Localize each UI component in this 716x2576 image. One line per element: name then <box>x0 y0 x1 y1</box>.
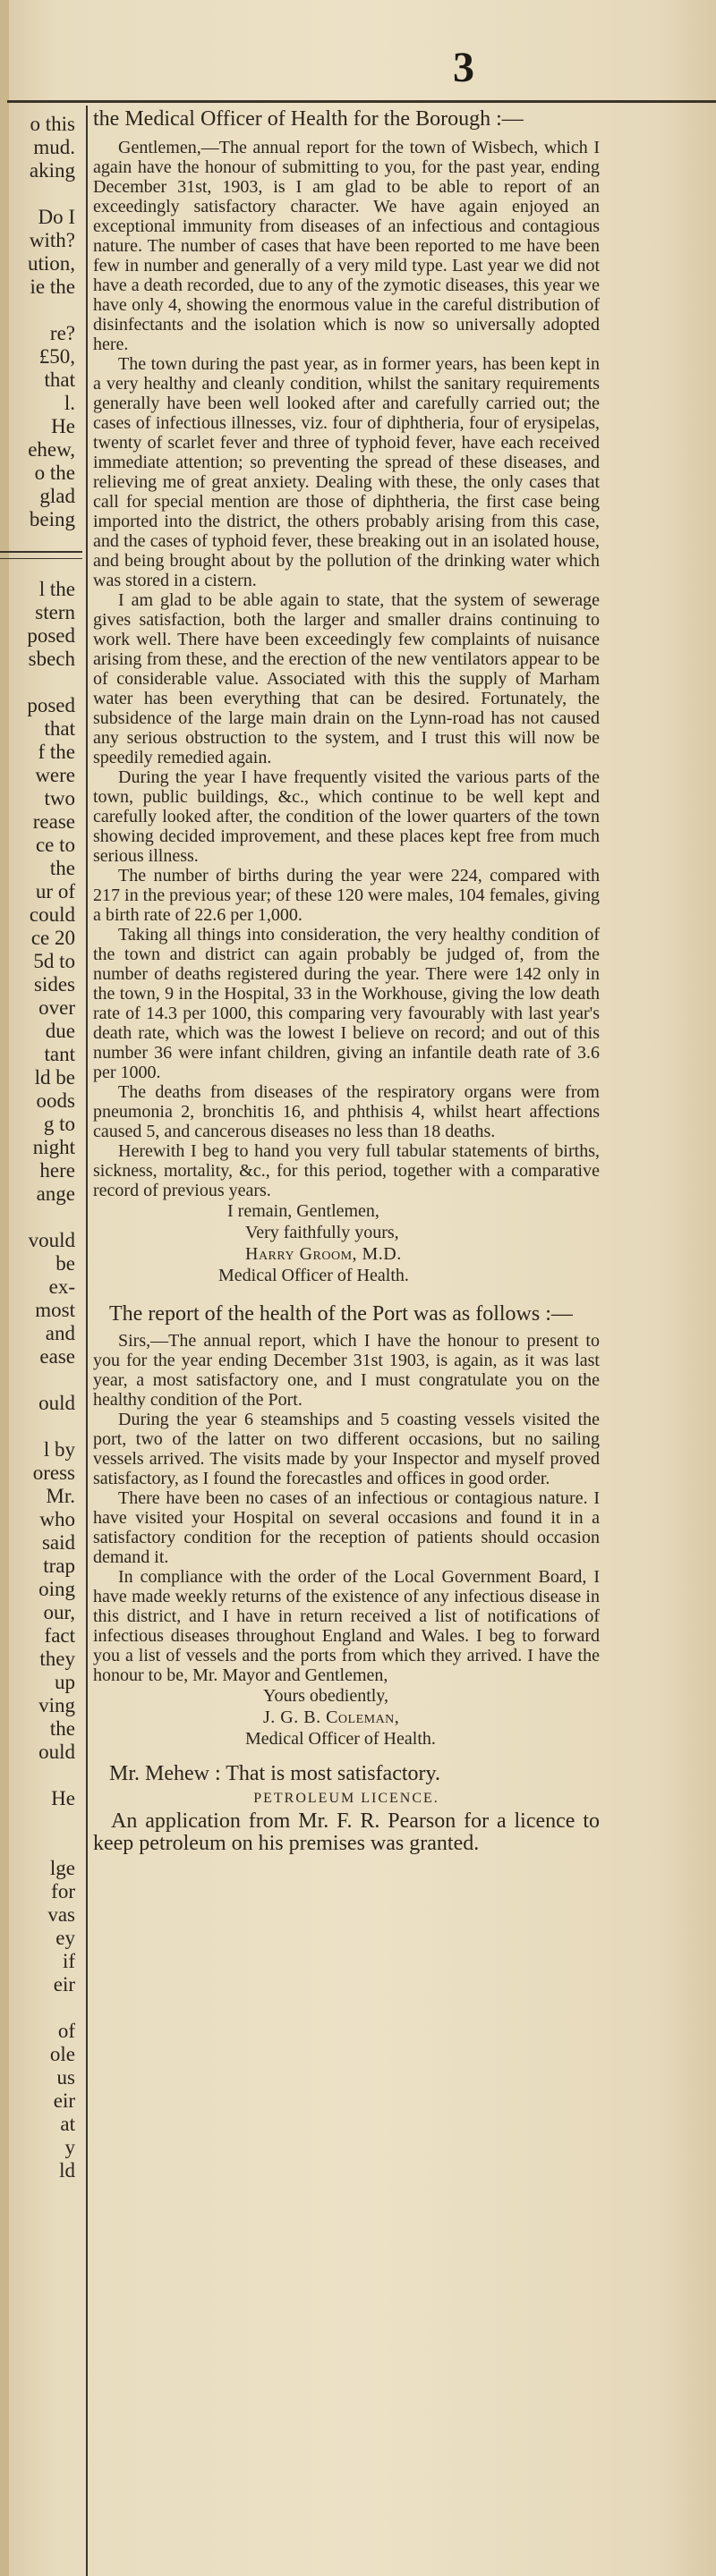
port-paragraph: During the year 6 steamships and 5 coasting vessels visited the port, two of the latter on two different occasions, but no sailing vessels arrived. The visits made by your Inspector and myself proved satisfactory, as I found the forecastles and offices in good order. <box>93 1410 600 1488</box>
left-column-fragment: here <box>39 1159 75 1182</box>
left-column-fragment: oress <box>32 1462 75 1484</box>
left-column-fragment: us <box>56 2066 75 2089</box>
left-column-fragment: being <box>29 508 75 530</box>
left-column-fragment: ce to <box>35 834 75 856</box>
left-column-fragment: eir <box>53 1973 75 1996</box>
left-column-fragment: ex- <box>48 1275 75 1298</box>
left-column-fragment: £50, <box>38 345 75 368</box>
article-paragraph: Herewith I beg to hand you very full tabular statements of births, sickness, mortality, &c., for this period, together with a comparative record of previous years. <box>93 1141 600 1200</box>
signoff-line: Medical Officer of Health. <box>218 1266 409 1285</box>
left-column-fragment: l. <box>64 392 75 414</box>
left-column-fragment: vould <box>28 1229 75 1251</box>
left-column-fragment: mud. <box>33 136 75 158</box>
left-column-fragment: glad <box>39 485 75 507</box>
left-column-fragment: rease <box>32 810 75 833</box>
left-column-fragment: sbech <box>28 648 75 670</box>
left-column-fragment: due <box>45 1020 75 1042</box>
left-column-fragment: ution, <box>27 252 75 275</box>
left-column-fragment: g to <box>43 1113 75 1135</box>
left-column-fragment: eir <box>53 2089 75 2112</box>
left-column-fragment: trap <box>43 1555 75 1577</box>
left-column-fragment: our, <box>43 1601 75 1623</box>
article-paragraph: I am glad to be able again to state, that the system of sewerage gives satisfaction, both the larger and smaller drains continuing to work well. There have been exceedingly few complaints of nuisance arising from these, and the erection of the new ventilators appear to be of considerable value. Associated with this the supply of Marham water has been everything that can be desired. Fortunately, the subsidence of the large main drain on the Lynn-road has not caused any serious obstruction to the system, and I trust this will now be speedily remedied again. <box>93 590 600 767</box>
page-number: 3 <box>453 44 474 91</box>
article-paragraph: During the year I have frequently visited the various parts of the town, public buildings, &c., which continue to be well kept and carefully looked after, the condition of the lower quarters of the town showing decided improvement, and these places kept free from much serious illness. <box>93 767 600 866</box>
left-column-fragment: tant <box>44 1043 75 1065</box>
left-column-fragment: ce 20 <box>30 927 75 949</box>
left-column-fragment: ld <box>59 2159 75 2182</box>
application-paragraph: An application from Mr. F. R. Pearson for a licence to keep petroleum on his premises was granted. <box>93 1809 600 1855</box>
left-column-fragment: re? <box>49 322 75 344</box>
signoff-name: Harry Groom, M.D. <box>245 1244 402 1264</box>
top-rule <box>7 100 716 103</box>
left-column-fragment: that <box>44 369 75 391</box>
left-column-fragment: up <box>55 1671 75 1693</box>
left-column-fragment: o the <box>34 462 75 484</box>
signoff-name: J. G. B. Coleman, <box>263 1707 400 1727</box>
port-paragraph: In compliance with the order of the Local Government Board, I have made weekly returns of the existence of any infectious disease in this district, and I have in return received a list of notifications of infectious diseases throughout England and Wales. I beg to forward you a list of vessels and the ports from which they arrived. I have the honour to be, Mr. Mayor and Gentlemen, <box>93 1567 600 1685</box>
left-column-fragment: oods <box>36 1089 75 1112</box>
left-column-fragment: ey <box>55 1927 75 1949</box>
left-column-fragment: ange <box>36 1182 75 1205</box>
article-paragraph: The number of births during the year were 224, compared with 217 in the previous year; of these 120 were males, 104 females, giving a birth rate of 22.6 per 1,000. <box>93 866 600 925</box>
left-column-fragment: the <box>49 857 75 879</box>
left-column-fragments <box>0 107 82 2576</box>
article-paragraph: The deaths from diseases of the respiratory organs were from pneumonia 2, bronchitis 16, and phthisis 4, whilst heart affections caused 5, and cancerous diseases no less than 18 deaths. <box>93 1082 600 1141</box>
article-paragraph: Gentlemen,—The annual report for the town of Wisbech, which I again have the honour of submitting to you, for the past year, ending December 31st, 1903, is I am glad to be able to report of an exceedingly satisfactory character. We have again enjoyed an exceptional immunity from diseases of an infectious and contagious nature. The number of cases that have been reported to me have been few in number and generally of a very mild type. Last year we did not have a death recorded, due to any of the zymotic diseases, this year we have only 4, showing the enormous value in the careful distribution of disinfectants and the isolation which is now so universally adopted here. <box>93 138 600 354</box>
left-column-fragment: with? <box>29 229 75 251</box>
left-column-fragment: at <box>60 2113 75 2135</box>
left-column-fragment: Mr. <box>46 1485 75 1507</box>
article-paragraph: The town during the past year, as in former years, has been kept in a very healthy and cleanly condition, whilst the sanitary requirements generally have been well looked after and carefully carried out; the cases of infectious illnesses, viz. four of diphtheria, four of erysipelas, twenty of scarlet fever and three of typhoid fever, have each received immediate attention; so preventing the spread of these diseases, and relieving me of great anxiety. Dealing with these, the only cases that call for special mention are those of diphtheria, the first case being imported into the district, the others probably arising from this case, and the cases of typhoid fever, these breaking out in an isolated house, and being brought about by the pollution of the drinking water which was stored in a cistern. <box>93 354 600 590</box>
left-column-fragment: ole <box>49 2043 75 2065</box>
left-column-fragment: who <box>39 1508 75 1530</box>
left-column-fragment: He <box>51 415 75 437</box>
signoff-line: Medical Officer of Health. <box>245 1729 436 1749</box>
left-column-fragment: He <box>51 1787 75 1809</box>
left-column-fragment: l by <box>43 1438 75 1461</box>
left-column-fragment: ehew, <box>28 438 75 461</box>
signoff-line: Yours obediently, <box>263 1686 389 1706</box>
left-column-fragment: f the <box>38 741 75 763</box>
left-column-fragment: posed <box>27 624 75 647</box>
left-column-fragment: of <box>57 2020 75 2042</box>
left-column-fragment: for <box>51 1880 75 1902</box>
left-column-fragment: two <box>44 787 75 809</box>
left-column-fragment: and <box>45 1322 75 1344</box>
left-column-fragment: ving <box>38 1694 75 1716</box>
left-column-fragment: were <box>35 764 75 786</box>
article-paragraph: Taking all things into consideration, the very healthy condition of the town and district can again probably be judged of, from the number of deaths registered during the year. There were 142 only in the town, 9 in the Hospital, 33 in the Workhouse, giving the low death rate of 14.3 per 1000, this comparing very favourably with last year's death rate, which was the lowest I believe on record; and out of this number 36 were infant children, giving an infantile death rate of 3.6 per 1000. <box>93 925 600 1082</box>
left-column-fragment: ie the <box>30 275 75 298</box>
left-column-fragment: 5d to <box>33 950 75 972</box>
left-column-fragment: most <box>35 1299 75 1321</box>
port-heading: The report of the health of the Port was as follows :— <box>109 1302 573 1326</box>
left-column-fragment: said <box>41 1531 75 1554</box>
comment: Mr. Mehew : That is most satisfactory. <box>109 1762 440 1785</box>
port-paragraph: There have been no cases of an infectious or contagious nature. I have visited your Hospital on several occasions and found it in a satisfactory condition for the reception of patients should occasion demand it. <box>93 1488 600 1567</box>
left-column-fragment: ould <box>38 1741 75 1763</box>
left-column-fragment: vas <box>47 1903 75 1926</box>
signoff-line: I remain, Gentlemen, <box>227 1201 379 1221</box>
left-column-fragment: oing <box>38 1578 75 1600</box>
left-column-fragment: if <box>62 1950 75 1972</box>
left-column-fragment: be <box>55 1252 75 1275</box>
left-column-fragment: ease <box>39 1345 75 1368</box>
section-title: PETROLEUM LICENCE. <box>253 1791 439 1806</box>
left-column-fragment: over <box>38 996 75 1019</box>
left-column-fragment: that <box>44 717 75 740</box>
left-column-separator <box>0 551 82 559</box>
article-heading: the Medical Officer of Health for the Borough :— <box>93 107 524 131</box>
port-paragraph: Sirs,—The annual report, which I have the honour to present to you for the year ending December 31st 1903, is again, as it was last year, a most satisfactory one, and I must congratulate you on the healthy condition of the Port. <box>93 1331 600 1410</box>
left-column-fragment: ld be <box>34 1066 75 1089</box>
left-column-fragment: y <box>64 2136 75 2158</box>
left-column-fragment: o this <box>30 113 75 135</box>
left-column-fragment: sides <box>34 973 75 996</box>
main-column <box>93 107 600 2569</box>
left-column-fragment: Do I <box>38 206 75 228</box>
signoff-line: Very faithfully yours, <box>245 1223 399 1242</box>
left-column-fragment: stern <box>35 601 75 623</box>
left-column-fragment: fact <box>44 1624 75 1647</box>
left-column-fragment: aking <box>29 159 75 182</box>
left-column-fragment: they <box>39 1648 75 1670</box>
column-rule <box>86 106 88 2576</box>
left-column-fragment: could <box>29 903 75 926</box>
left-column-fragment: posed <box>27 694 75 716</box>
left-column-fragment: ur of <box>35 880 75 902</box>
left-column-fragment: lge <box>49 1857 75 1879</box>
left-column-fragment: ould <box>38 1392 75 1414</box>
left-column-fragment: the <box>49 1717 75 1740</box>
left-column-fragment: night <box>32 1136 75 1158</box>
left-column-fragment: l the <box>38 578 75 600</box>
